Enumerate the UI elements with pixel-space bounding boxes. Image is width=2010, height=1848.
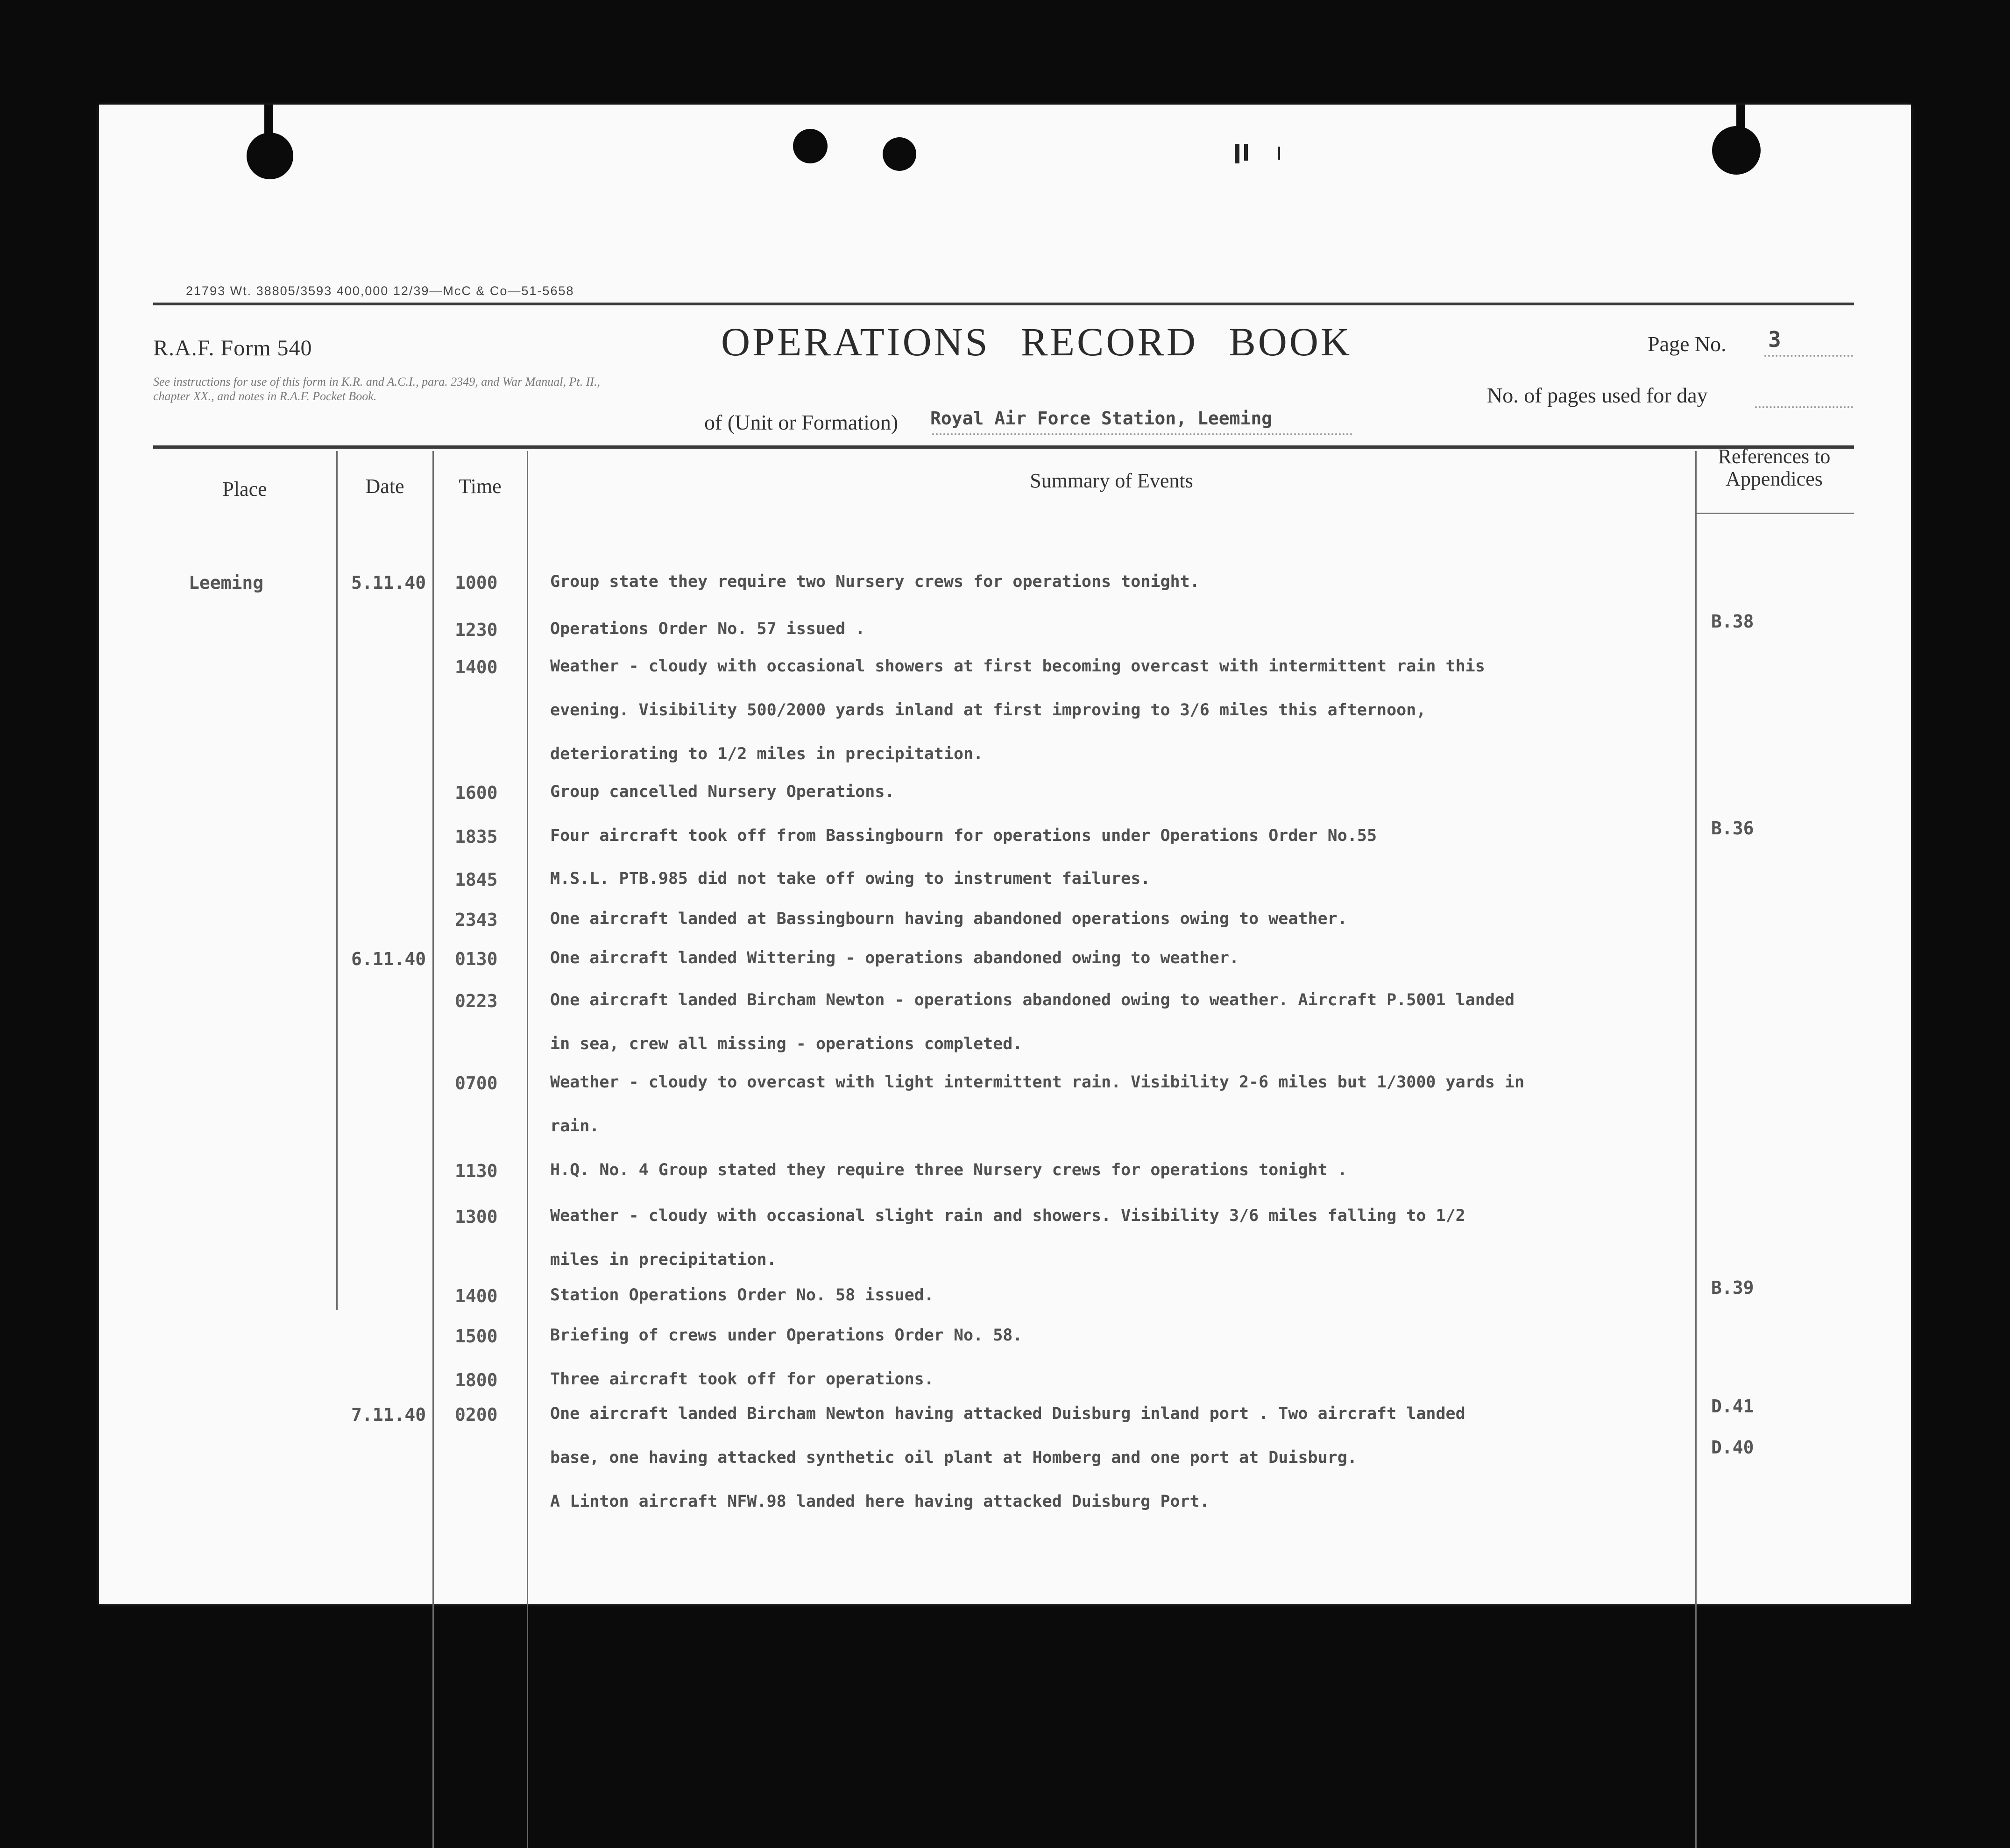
punch-hole bbox=[883, 137, 916, 171]
column-header-place: Place bbox=[222, 478, 267, 501]
entry-summary-line: base, one having attacked synthetic oil plant at Homberg and one port at Duisburg. bbox=[550, 1448, 1357, 1467]
ink-mark bbox=[1235, 144, 1239, 163]
entry-time: 0200 bbox=[455, 1404, 498, 1425]
entry-time: 1230 bbox=[455, 620, 498, 640]
entry-place: Leeming bbox=[189, 572, 264, 593]
unit-line bbox=[932, 433, 1352, 435]
page-number-label: Page No. bbox=[1648, 332, 1727, 356]
form-instructions: See instructions for use of this form in K.R. and A.C.I., para. 2349, and War Manual, Pt. II., chapter XX., and notes in R.A.F. Pocket Book. bbox=[153, 375, 600, 403]
entry-summary-line: A Linton aircraft NFW.98 landed here having attacked Duisburg Port. bbox=[550, 1492, 1210, 1511]
entry-summary-line: H.Q. No. 4 Group stated they require three Nursery crews for operations tonight . bbox=[550, 1161, 1347, 1179]
punch-hole bbox=[793, 129, 828, 163]
top-rule bbox=[153, 303, 1854, 305]
entry-summary-line: deteriorating to 1/2 miles in precipitation. bbox=[550, 745, 984, 763]
record-sheet bbox=[99, 105, 1911, 1604]
column-rule bbox=[1695, 451, 1697, 1848]
entry-summary-line: miles in precipitation. bbox=[550, 1250, 777, 1269]
column-header-date: Date bbox=[365, 475, 404, 498]
column-rule bbox=[432, 451, 434, 1848]
column-header-time: Time bbox=[459, 475, 502, 498]
entry-summary-line: Group state they require two Nursery crews for operations tonight. bbox=[550, 572, 1200, 591]
entry-time: 0130 bbox=[455, 949, 498, 969]
entry-time: 1130 bbox=[455, 1161, 498, 1181]
entry-time: 2343 bbox=[455, 910, 498, 930]
entry-summary-line: Four aircraft took off from Bassingbourn for operations under Operations Order No.55 bbox=[550, 826, 1377, 845]
entry-reference: B.36 bbox=[1711, 818, 1754, 839]
column-header-summary: Summary of Events bbox=[1030, 469, 1193, 492]
entry-summary-line: in sea, crew all missing - operations completed. bbox=[550, 1035, 1023, 1053]
punch-hole bbox=[1712, 126, 1761, 175]
entry-summary-line: rain. bbox=[550, 1117, 600, 1136]
entry-summary-line: One aircraft landed Bircham Newton - operations abandoned owing to weather. Aircraft P.5001 landed bbox=[550, 991, 1515, 1009]
entry-summary-line: One aircraft landed at Bassingbourn having abandoned operations owing to weather. bbox=[550, 910, 1347, 928]
column-header-references: References to Appendices bbox=[1718, 445, 1831, 490]
entry-summary-line: Operations Order No. 57 issued . bbox=[550, 620, 865, 638]
entry-time: 1300 bbox=[455, 1206, 498, 1227]
entry-summary-line: One aircraft landed Bircham Newton having attacked Duisburg inland port . Two aircraft landed bbox=[550, 1404, 1465, 1423]
form-number: R.A.F. Form 540 bbox=[153, 336, 312, 360]
page-number-line bbox=[1764, 355, 1853, 357]
entry-reference: B.39 bbox=[1711, 1277, 1754, 1298]
entry-reference: D.40 bbox=[1711, 1437, 1754, 1458]
entry-summary-line: Station Operations Order No. 58 issued. bbox=[550, 1286, 934, 1305]
entry-summary-line: Weather - cloudy with occasional showers at first becoming overcast with intermittent rain this bbox=[550, 657, 1485, 676]
unit-label: of (Unit or Formation) bbox=[704, 410, 899, 434]
entry-time: 1835 bbox=[455, 826, 498, 847]
entry-summary-line: M.S.L. PTB.985 did not take off owing to instrument failures. bbox=[550, 869, 1151, 888]
entry-reference: D.41 bbox=[1711, 1396, 1754, 1417]
print-code: 21793 Wt. 38805/3593 400,000 12/39—McC & Co—51-5658 bbox=[186, 284, 574, 298]
entry-summary-line: evening. Visibility 500/2000 yards inland at first improving to 3/6 miles this afternoon, bbox=[550, 701, 1426, 719]
entry-time: 1400 bbox=[455, 1286, 498, 1306]
ink-mark bbox=[1244, 144, 1248, 161]
entry-time: 1500 bbox=[455, 1326, 498, 1347]
entry-summary-line: Weather - cloudy with occasional slight rain and showers. Visibility 3/6 miles falling to 1/2 bbox=[550, 1206, 1465, 1225]
entry-date: 5.11.40 bbox=[351, 572, 426, 593]
column-rule bbox=[336, 451, 338, 1310]
references-header-rule bbox=[1695, 513, 1854, 514]
table-top-rule bbox=[153, 445, 1854, 449]
entry-time: 1600 bbox=[455, 783, 498, 803]
punch-hole bbox=[247, 133, 293, 179]
entry-time: 0223 bbox=[455, 991, 498, 1011]
entry-summary-line: One aircraft landed Wittering - operations abandoned owing to weather. bbox=[550, 949, 1239, 967]
entry-time: 1400 bbox=[455, 657, 498, 677]
entry-date: 6.11.40 bbox=[351, 949, 426, 969]
page-number-value: 3 bbox=[1768, 327, 1781, 352]
pages-used-line bbox=[1755, 406, 1853, 408]
entry-reference: B.38 bbox=[1711, 611, 1754, 632]
entry-date: 7.11.40 bbox=[351, 1404, 426, 1425]
entry-summary-line: Briefing of crews under Operations Order No. 58. bbox=[550, 1326, 1023, 1345]
pages-used-label: No. of pages used for day bbox=[1487, 383, 1708, 407]
page-title: OPERATIONS RECORD BOOK bbox=[721, 319, 1352, 364]
unit-value: Royal Air Force Station, Leeming bbox=[930, 408, 1273, 429]
entry-summary-line: Weather - cloudy to overcast with light intermittent rain. Visibility 2-6 miles but 1/3000 yards in bbox=[550, 1073, 1525, 1092]
entry-time: 1800 bbox=[455, 1370, 498, 1390]
ink-mark bbox=[1278, 147, 1280, 160]
entry-time: 1000 bbox=[455, 572, 498, 593]
column-rule bbox=[527, 451, 528, 1848]
entry-time: 1845 bbox=[455, 869, 498, 890]
entry-summary-line: Three aircraft took off for operations. bbox=[550, 1370, 934, 1389]
entry-summary-line: Group cancelled Nursery Operations. bbox=[550, 783, 895, 801]
entry-time: 0700 bbox=[455, 1073, 498, 1093]
